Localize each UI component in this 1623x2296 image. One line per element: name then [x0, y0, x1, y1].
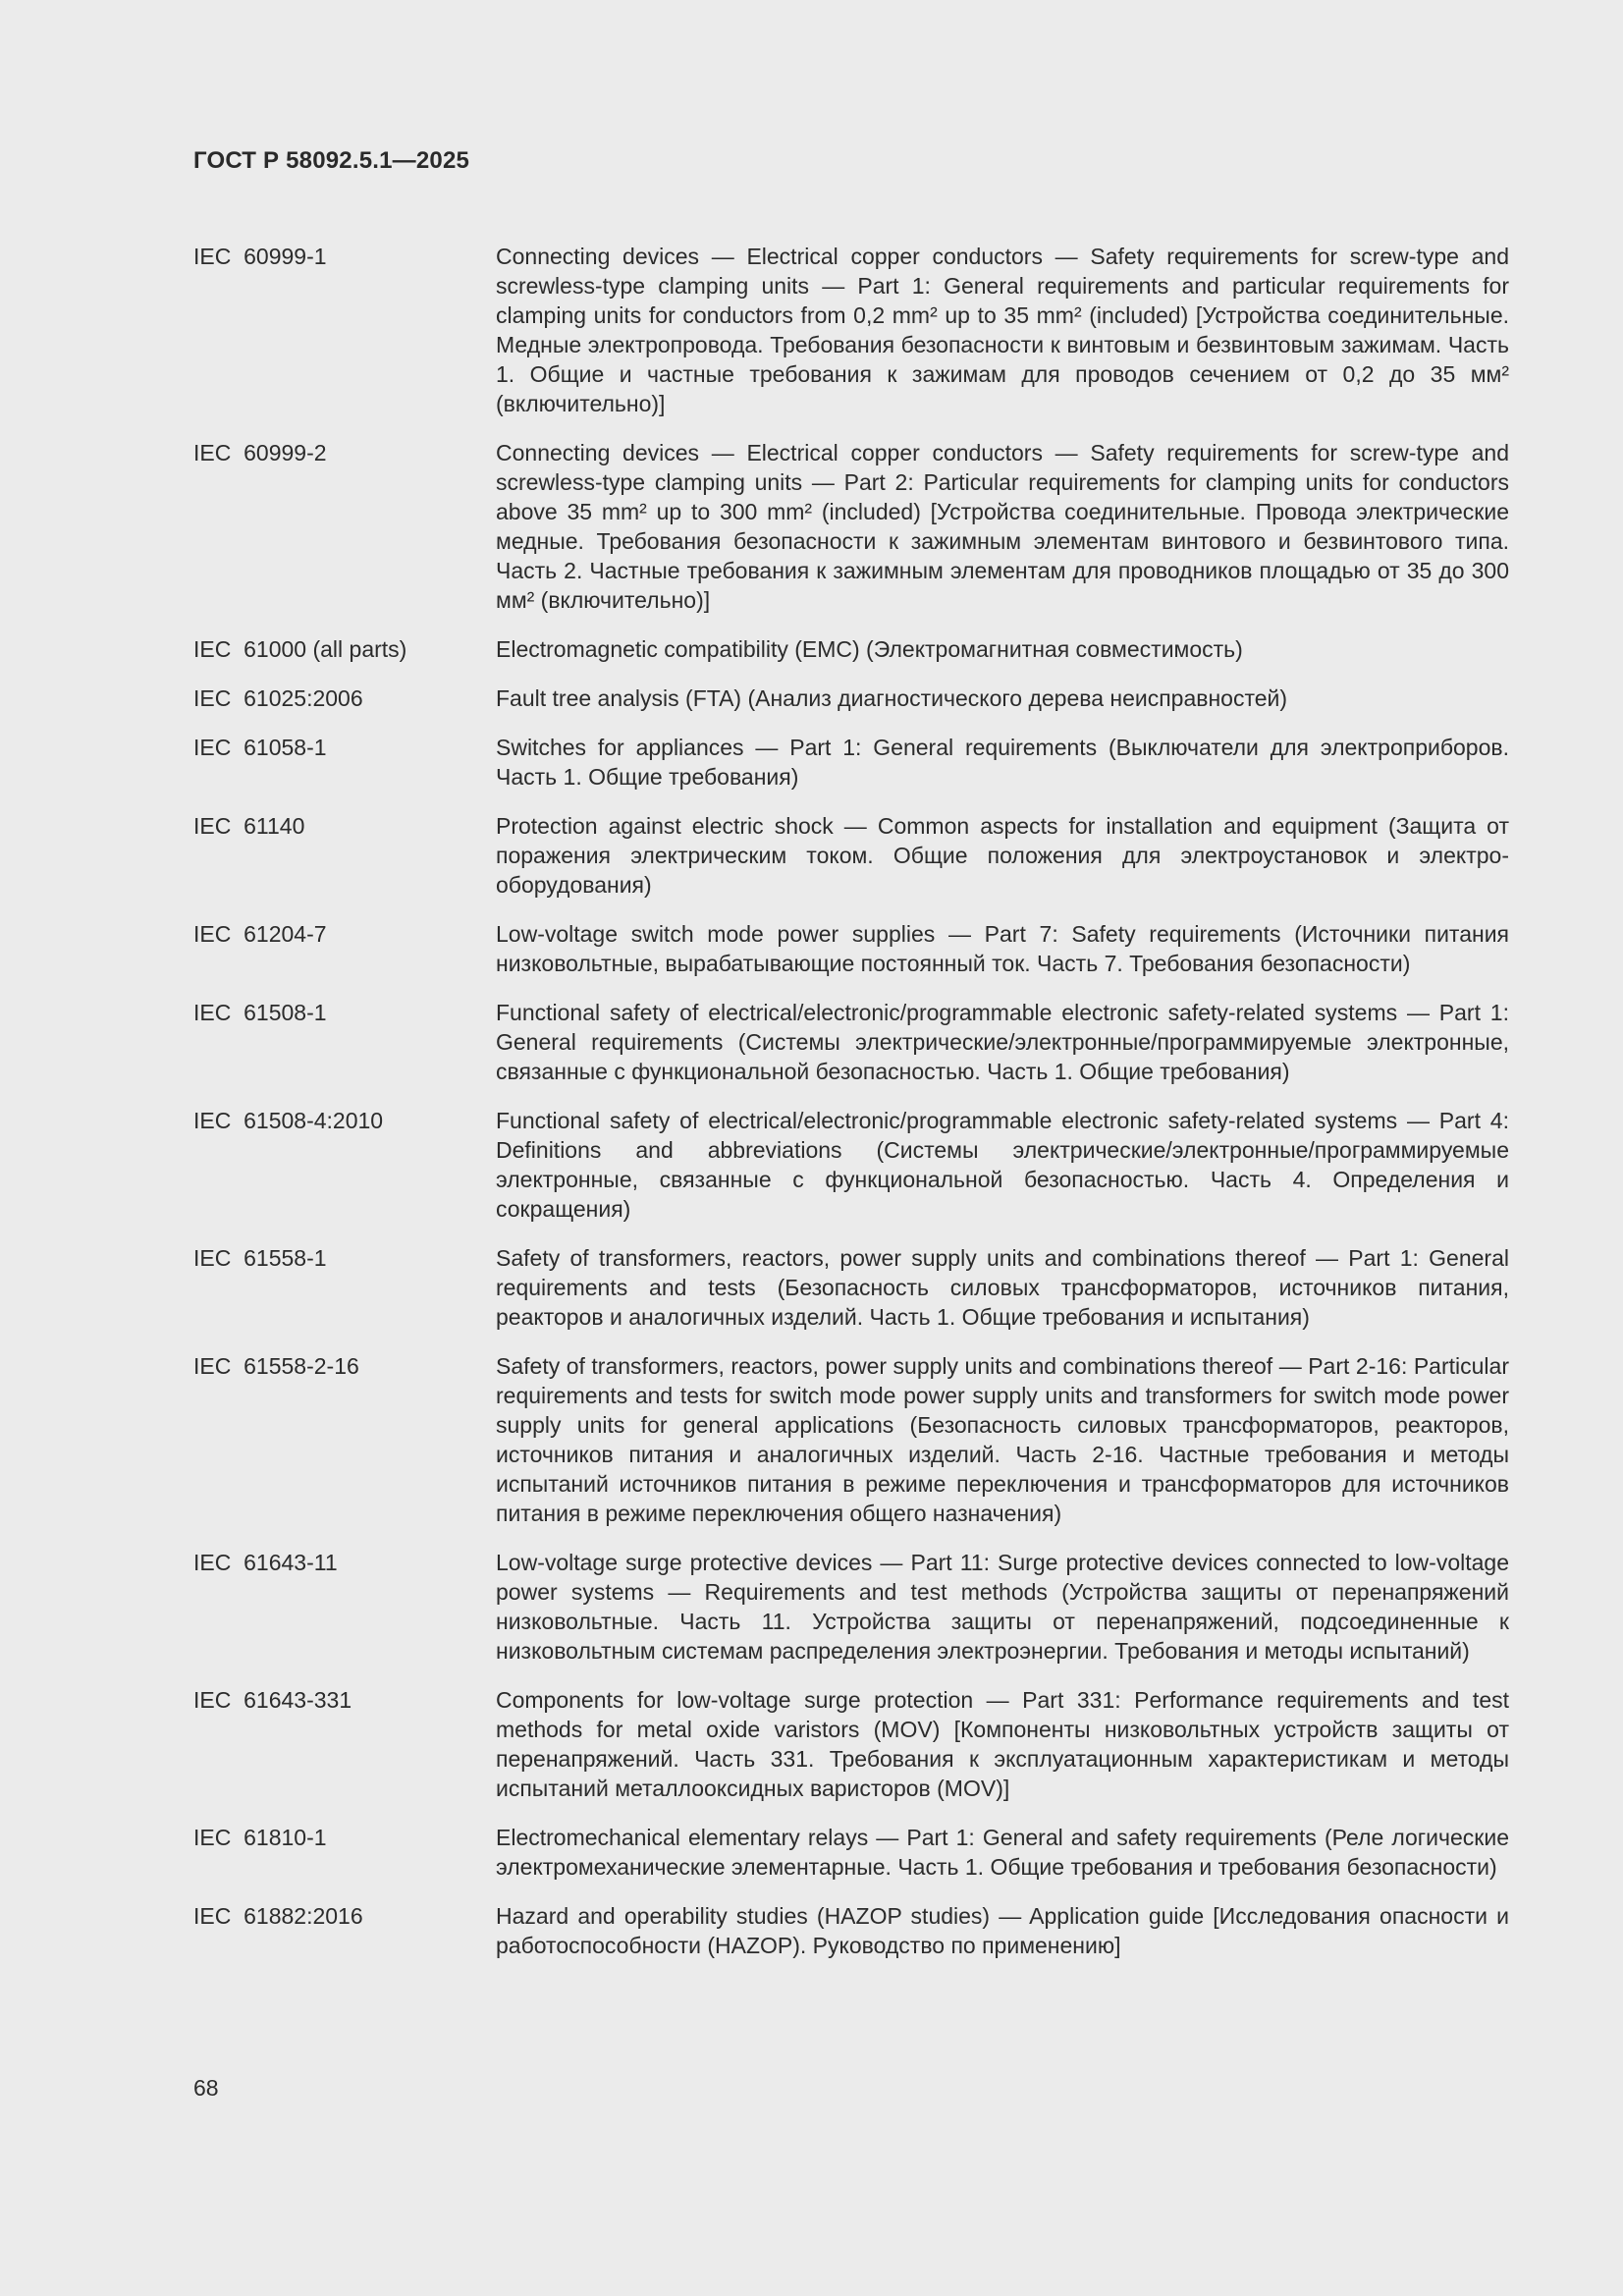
standard-title: Switches for appliances — Part 1: General requirements (Выключатели для электроприборов. Часть 1. Общие требования): [496, 735, 1509, 790]
standard-code: IEC 61000 (all parts): [193, 636, 407, 662]
standard-title: Functional safety of electrical/electronic/programmable electronic safety-related systems — Part 4: Definitions and abbreviations (Системы электрические/электронные/программируемые электронные, связанные с функциональной безопасностью. Часть 4. Определения и сокращения): [496, 1108, 1509, 1222]
standard-code: IEC 61558-1: [193, 1245, 327, 1271]
standard-code: IEC 61558-2-16: [193, 1353, 359, 1379]
standard-code: IEC 61810-1: [193, 1825, 327, 1850]
reference-entry: [193, 919, 1509, 978]
reference-entry: [193, 1243, 1509, 1332]
standard-title: Protection against electric shock — Common aspects for installation and equipment (Защита от поражения электрическим током. Общие положения для электроустановок и электрооборудования): [496, 813, 1509, 898]
reference-entry: [193, 1106, 1509, 1224]
standard-code: IEC 61643-11: [193, 1550, 338, 1575]
page-number: 68: [193, 2075, 219, 2101]
reference-entry: [193, 1901, 1509, 1960]
reference-entry: [193, 1685, 1509, 1803]
standard-code: IEC 61882:2016: [193, 1903, 363, 1929]
reference-entry: [193, 242, 1509, 418]
standard-title: Fault tree analysis (FTA) (Анализ диагностического дерева неисправностей): [496, 685, 1288, 711]
standard-code: IEC 61025:2006: [193, 685, 363, 711]
reference-entry: [193, 811, 1509, 900]
standard-title: Hazard and operability studies (HAZOP studies) — Application guide [Исследования опасности и работоспособности (HAZOP). Руководство по применению]: [496, 1903, 1509, 1958]
standard-code: IEC 61508-4:2010: [193, 1108, 384, 1133]
standard-code: IEC 61643-331: [193, 1687, 352, 1713]
standard-code: IEC 60999-1: [193, 244, 327, 269]
standard-title: Connecting devices — Electrical copper conductors — Safety requirements for screw-type and screwless-type clamping units — Part 1: General requirements and particular requirements for clamping units for conductors from 0,2 mm² up to 35 mm² (included) [Устройства соединительные. Медные электропровода. Требования безопасности к винтовым и безвинтовым зажимам. Часть 1. Общие и частные требования к зажимам для проводов сечением от 0,2 до 35 мм² (включительно)]: [496, 244, 1509, 416]
standard-code: IEC 61204-7: [193, 921, 327, 947]
reference-entry: [193, 683, 1509, 713]
standard-title: Electromechanical elementary relays — Part 1: General and safety requirements (Реле логические электромеханические элементарные. Часть 1. Общие требования и требования безопасности): [496, 1825, 1509, 1880]
standard-title: Components for low-voltage surge protection — Part 331: Performance requirements and test methods for metal oxide varistors (MOV) [Компоненты низковольтных устройств защиты от перенапряжений. Часть 331. Требования к эксплуатационным характеристикам и методы испытаний металлооксидных варисторов (MOV)]: [496, 1687, 1509, 1801]
standard-title: Low-voltage switch mode power supplies — Part 7: Safety requirements (Источники питания низковольтные, вырабатывающие постоянный ток. Часть 7. Требования безопасности): [496, 921, 1509, 976]
standard-code: IEC 61140: [193, 813, 305, 839]
standard-title: Functional safety of electrical/electronic/programmable electronic safety-related systems — Part 1: General requirements (Системы электрические/электронные/программируемые электронные, связанные с функциональной безопасностью. Часть 1. Общие требования): [496, 1000, 1509, 1084]
normative-references-list: [193, 242, 1509, 1980]
reference-entry: [193, 1823, 1509, 1882]
standard-code: IEC 60999-2: [193, 440, 327, 465]
reference-entry: [193, 1351, 1509, 1528]
reference-entry: [193, 1548, 1509, 1666]
standard-title: Electromagnetic compatibility (EMC) (Электромагнитная совместимость): [496, 636, 1243, 662]
standard-code: IEC 61508-1: [193, 1000, 327, 1025]
reference-entry: [193, 634, 1509, 664]
reference-entry: [193, 438, 1509, 615]
standard-code: IEC 61058-1: [193, 735, 327, 760]
standard-title: Low-voltage surge protective devices — Part 11: Surge protective devices connected to low-voltage power systems — Requirements and test methods (Устройства защиты от перенапряжений низковольтные. Часть 11. Устройства защиты от перенапряжений, подсоединенные к низковольтным системам распределения электроэнергии. Требования и методы испытаний): [496, 1550, 1509, 1664]
standard-title: Connecting devices — Electrical copper conductors — Safety requirements for screw-type and screwless-type clamping units — Part 2: Particular requirements for clamping units for conductors above 35 mm² up to 300 mm² (included) [Устройства соединительные. Провода электрические медные. Требования безопасности к зажимным элементам винтового и безвинтового типа. Часть 2. Частные требования к зажимным элементам для проводников площадью от 35 до 300 мм² (включительно)]: [496, 440, 1509, 613]
document-designation: ГОСТ Р 58092.5.1—2025: [193, 147, 470, 174]
reference-entry: [193, 998, 1509, 1086]
standard-title: Safety of transformers, reactors, power supply units and combinations thereof — Part 2-16: Particular requirements and tests for switch mode power supply units and transformers for switch mode power supply units for general applications (Безопасность силовых трансформаторов, реакторов, источников питания и аналогичных изделий. Часть 2-16. Частные требования и методы испытаний источников питания в режиме переключения и трансформаторов для источников питания в режиме переключения общего назначения): [496, 1353, 1509, 1526]
standard-title: Safety of transformers, reactors, power supply units and combinations thereof — Part 1: General requirements and tests (Безопасность силовых трансформаторов, источников питания, реакторов и аналогичных изделий. Часть 1. Общие требования и испытания): [496, 1245, 1509, 1330]
reference-entry: [193, 733, 1509, 792]
